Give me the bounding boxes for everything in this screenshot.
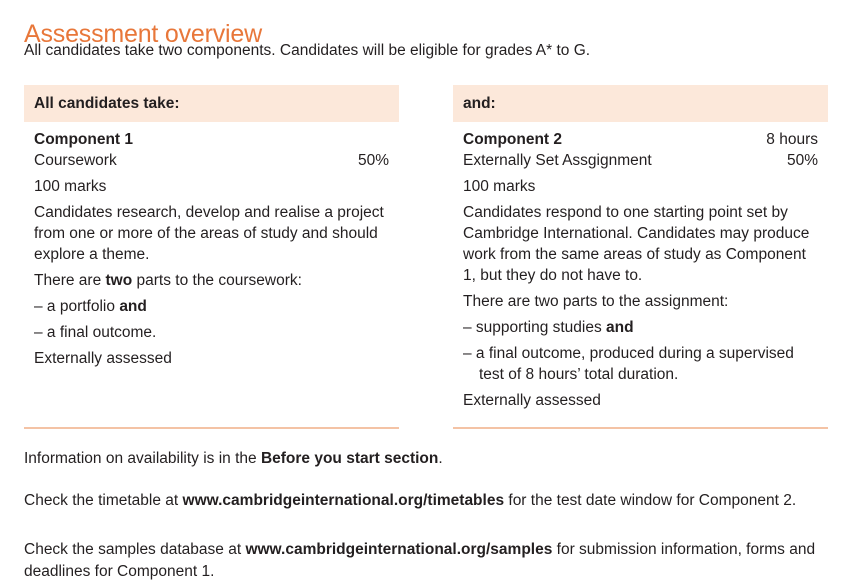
component-2-duration: 8 hours [766,131,818,148]
timetable-note: Check the timetable at www.cambridgeinternational.org/timetables for the test date window for Component 2. [24,492,797,509]
page-title: Assessment overview [24,19,262,48]
left-panel-header: All candidates take: [24,85,399,122]
component-1-body [24,122,399,369]
right-panel-rule [453,427,828,429]
component-2-body [453,122,828,411]
component-2-description: Candidates respond to one starting point set by Cambridge International. Candidates may produce work from the same areas of study as Component 1, but they do not have to. [463,204,810,284]
right-panel-header: and: [453,85,828,122]
component-1-description: Candidates research, develop and realise a project from one or more of the areas of study and should explore a theme. [34,204,384,263]
samples-note: Check the samples database at www.cambridgeinternational.org/samples for submission information, forms and deadlines for Component 1. [24,541,816,580]
component-1-weight: 50% [357,152,389,169]
left-panel-rule [24,427,399,429]
component-2-parts: There are two parts to the assignment: [463,293,729,310]
component-2-type: Externally Set Assgignment [463,152,652,169]
component-1-type: Coursework [34,152,117,169]
component-2-name: Component 2 [463,131,563,148]
component-2-weight: 50% [786,152,818,169]
component-1-marks: 100 marks [34,178,107,195]
component-1-bullet-final-outcome: – a final outcome. [34,324,157,341]
component-2-panel [453,85,828,411]
component-1-panel [24,85,399,369]
component-1-bullet-portfolio: – a portfolio and [34,298,147,315]
component-1-name: Component 1 [34,131,134,148]
component-2-bullet-supporting-studies: – supporting studies and [463,319,634,336]
samples-link[interactable]: www.cambridgeinternational.org/samples [245,541,553,558]
component-2-assessed: Externally assessed [463,392,601,409]
component-1-parts: There are two parts to the coursework: [34,272,302,289]
timetable-link[interactable]: www.cambridgeinternational.org/timetables [182,492,505,509]
intro-text: All candidates take two components. Candidates will be eligible for grades A* to G. [24,42,591,59]
component-1-assessed: Externally assessed [34,350,172,367]
component-2-marks: 100 marks [463,178,536,195]
component-2-bullet-final-outcome: – a final outcome, produced during a supervised test of 8 hours’ total duration. [463,345,794,383]
availability-note: Information on availability is in the Before you start section. [24,450,443,467]
